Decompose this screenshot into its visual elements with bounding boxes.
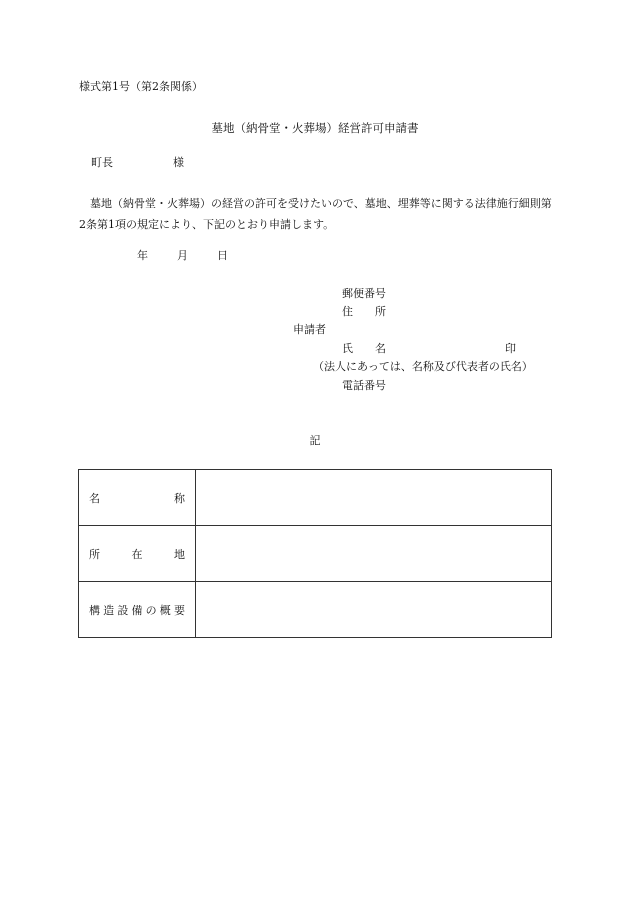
row-label-structure: 構 造 設 備 の 概 要	[79, 582, 196, 638]
name-value-cell[interactable]	[196, 470, 552, 526]
addressee-mayor: 町長	[91, 156, 113, 169]
document-title: 墓地（納骨堂・火葬場）経営許可申請書	[211, 121, 419, 135]
applicant-name-label: 氏 名	[342, 342, 386, 355]
location-value-cell[interactable]	[196, 526, 552, 582]
row-label-name: 名 称	[79, 470, 196, 526]
ki-heading: 記	[309, 434, 321, 447]
table-row	[79, 582, 552, 638]
date-line	[137, 249, 228, 263]
applicant-address-label: 住 所	[342, 305, 386, 318]
date-month: 月	[177, 249, 188, 262]
seal-mark: 印	[505, 342, 516, 355]
form-number: 様式第1号（第2条関係）	[79, 80, 203, 93]
applicant-postal-code-label: 郵便番号	[342, 287, 386, 300]
table-row	[79, 526, 552, 582]
details-table	[78, 469, 552, 638]
addressee-honorific: 様	[173, 156, 184, 169]
applicant-phone-label: 電話番号	[342, 379, 386, 392]
applicant-label: 申請者	[293, 323, 326, 336]
table-row	[79, 470, 552, 526]
structure-value-cell[interactable]	[196, 582, 552, 638]
addressee	[91, 156, 184, 170]
date-year: 年	[137, 249, 148, 262]
date-day: 日	[217, 249, 228, 262]
application-body-text: 墓地（納骨堂・火葬場）の経営の許可を受けたいので、墓地、埋葬等に関する法律施行細則第2条第1項の規定により、下記のとおり申請します。	[79, 197, 552, 231]
corporation-note: （法人にあっては、名称及び代表者の氏名）	[313, 360, 533, 373]
row-label-location: 所 在 地	[79, 526, 196, 582]
